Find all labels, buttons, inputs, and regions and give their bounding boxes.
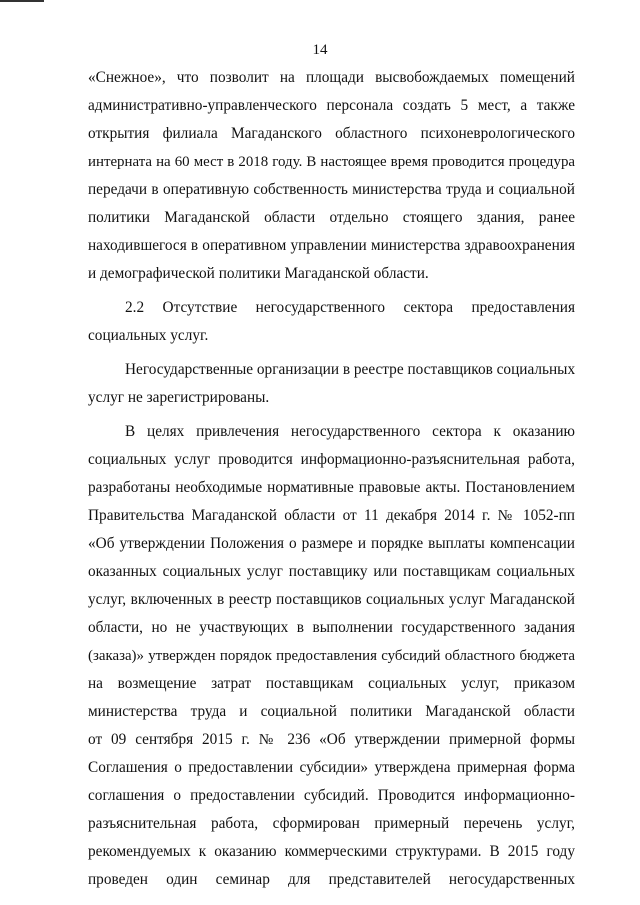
- text-line: услуг, включенных в реестр поставщиков социальных услуг Магаданской: [88, 591, 575, 608]
- text-line: министерства труда и социальной политики Магаданской области: [88, 703, 575, 720]
- text-line: передачи в оперативную собственность министерства труда и социальной: [88, 181, 575, 198]
- scan-corner-mark: [0, 0, 44, 2]
- text-line: на возмещение затрат поставщикам социальных услуг, приказом: [88, 675, 575, 692]
- text-line: Негосударственные организации в реестре поставщиков социальных: [125, 361, 575, 378]
- text-line: социальных услуг.: [88, 327, 209, 344]
- text-line: от 09 сентября 2015 г. № 236 «Об утверждении примерной формы: [88, 731, 575, 748]
- text-line: 2.2 Отсутствие негосударственного сектора предоставления: [125, 299, 575, 316]
- text-line: и демографической политики Магаданской области.: [88, 265, 429, 282]
- text-line: оказанных социальных услуг поставщику или поставщикам социальных: [88, 563, 575, 580]
- text-line: открытия филиала Магаданского областного психоневрологического: [88, 125, 575, 142]
- text-line: политики Магаданской области отдельно стоящего здания, ранее: [88, 209, 575, 226]
- page-number: 14: [312, 42, 328, 58]
- text-line: разработаны необходимые нормативные правовые акты. Постановлением: [88, 479, 575, 496]
- text-line: услуг не зарегистрированы.: [88, 389, 270, 406]
- text-line: социальных услуг проводится информационно-разъяснительная работа,: [88, 451, 575, 468]
- text-line: (заказа)» утвержден порядок предоставления субсидий областного бюджета: [88, 648, 575, 664]
- text-line: интерната на 60 мест в 2018 году. В настоящее время проводится процедура: [88, 154, 575, 170]
- section-heading-2-2: [88, 294, 575, 350]
- text-line: области, но не участвующих в выполнении государственного задания: [88, 619, 575, 636]
- paragraph-1: [88, 64, 575, 288]
- text-line: В целях привлечения негосударственного сектора к оказанию: [125, 423, 575, 440]
- text-line: «Снежное», что позволит на площади высвобождаемых помещений: [88, 69, 575, 86]
- text-line: рекомендуемых к оказанию коммерческими структурами. В 2015 году: [88, 843, 575, 860]
- text-line: Правительства Магаданской области от 11 декабря 2014 г. № 1052-пп: [88, 507, 575, 524]
- text-line: разъяснительная работа, сформирован примерный перечень услуг,: [88, 815, 575, 832]
- text-line: административно-управленческого персонала создать 5 мест, а также: [88, 97, 575, 114]
- paragraph-4: [88, 418, 575, 894]
- text-line: соглашения о предоставлении субсидий. Проводится информационно-: [88, 787, 575, 804]
- document-body: [88, 64, 575, 894]
- text-line: проведен один семинар для представителей негосударственных: [88, 871, 575, 888]
- paragraph-3: [88, 356, 575, 412]
- text-line: находившегося в оперативном управлении министерства здравоохранения: [88, 237, 575, 254]
- text-line: «Об утверждении Положения о размере и порядке выплаты компенсации: [88, 535, 575, 552]
- text-line: Соглашения о предоставлении субсидии» утверждена примерная форма: [88, 759, 575, 776]
